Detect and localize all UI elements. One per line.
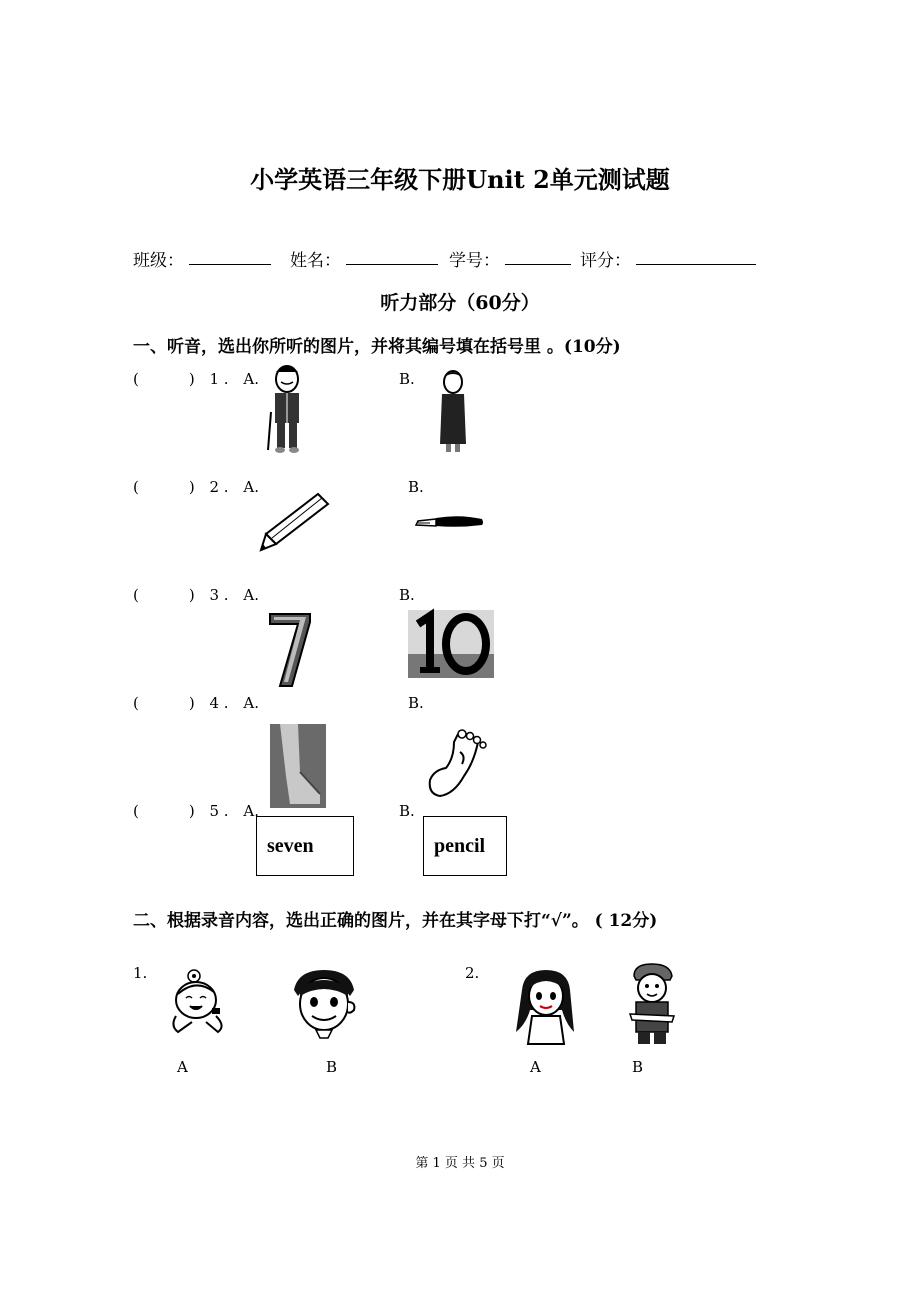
question-number: 2 . xyxy=(209,478,229,496)
part2-item-2-number: 2. xyxy=(465,964,480,982)
number-10-image[interactable] xyxy=(408,610,494,678)
question-3-row xyxy=(133,586,259,604)
paren-open: ( xyxy=(133,370,139,388)
page-title: 小学英语三年级下册Unit 2单元测试题 xyxy=(250,165,670,194)
boy-arms-crossed-icon[interactable] xyxy=(626,962,678,1048)
grandma-figure-icon[interactable] xyxy=(436,366,470,456)
part2-item-2-option-b[interactable]: B xyxy=(632,1058,644,1076)
laughing-girl-icon[interactable] xyxy=(164,966,236,1038)
paren-open: ( xyxy=(133,694,139,712)
part2-item-2-option-a[interactable]: A xyxy=(530,1058,541,1076)
number-7-image[interactable] xyxy=(266,612,314,688)
option-b-label: B. xyxy=(408,694,424,712)
paren-open: ( xyxy=(133,586,139,604)
part2-item-1-number: 1. xyxy=(133,964,148,982)
class-blank[interactable] xyxy=(189,246,271,265)
paren-close: ) xyxy=(188,586,195,604)
part1-heading: 一、听音，选出你所听的图片，并将其编号填在括号里 。(10分) xyxy=(133,337,621,357)
grandpa-figure-icon[interactable] xyxy=(262,362,312,454)
question-1-row xyxy=(133,370,259,388)
option-a-label: A. xyxy=(243,802,259,820)
name-blank[interactable] xyxy=(346,246,438,265)
question-number: 1 . xyxy=(209,370,229,388)
paren-open: ( xyxy=(133,478,139,496)
number-blank[interactable] xyxy=(505,246,571,265)
class-label: 班级： xyxy=(133,251,184,271)
word-card-seven[interactable]: seven xyxy=(256,816,354,876)
question-number: 4 . xyxy=(209,694,229,712)
page-footer: 第 1 页 共 5 页 xyxy=(415,1156,505,1171)
question-4-row xyxy=(133,694,259,712)
leg-icon[interactable] xyxy=(270,724,326,808)
listening-section-title: 听力部分（60分） xyxy=(380,292,540,314)
foot-icon[interactable] xyxy=(424,728,490,800)
paren-close: ) xyxy=(188,802,195,820)
question-number: 3 . xyxy=(209,586,229,604)
paren-close: ) xyxy=(188,370,195,388)
paren-close: ) xyxy=(188,478,195,496)
fountain-pen-icon[interactable] xyxy=(414,512,486,534)
part2-heading: 二、根据录音内容，选出正确的图片，并在其字母下打“√”。 ( 12分) xyxy=(133,911,658,931)
score-label: 评分： xyxy=(580,251,631,271)
paren-open: ( xyxy=(133,802,139,820)
name-label: 姓名： xyxy=(290,251,341,271)
pencil-icon[interactable] xyxy=(258,492,330,554)
part2-item-1-option-b[interactable]: B xyxy=(326,1058,338,1076)
option-a-label: A. xyxy=(243,694,259,712)
option-b-label: B. xyxy=(399,586,415,604)
paren-close: ) xyxy=(188,694,195,712)
smiling-boy-face-icon[interactable] xyxy=(288,966,362,1040)
option-b-label: B. xyxy=(408,478,424,496)
option-b-label: B. xyxy=(399,802,415,820)
option-a-label: A. xyxy=(243,370,259,388)
part2-item-1-option-a[interactable]: A xyxy=(177,1058,188,1076)
number-label: 学号： xyxy=(449,251,500,271)
option-b-label: B. xyxy=(399,370,415,388)
option-a-label: A. xyxy=(243,478,259,496)
question-5-row xyxy=(133,802,259,820)
girl-long-hair-icon[interactable] xyxy=(514,970,576,1046)
question-number: 5 . xyxy=(209,802,229,820)
score-blank[interactable] xyxy=(636,246,756,265)
option-a-label: A. xyxy=(243,586,259,604)
question-2-row xyxy=(133,478,259,496)
word-card-pencil[interactable]: pencil xyxy=(423,816,507,876)
